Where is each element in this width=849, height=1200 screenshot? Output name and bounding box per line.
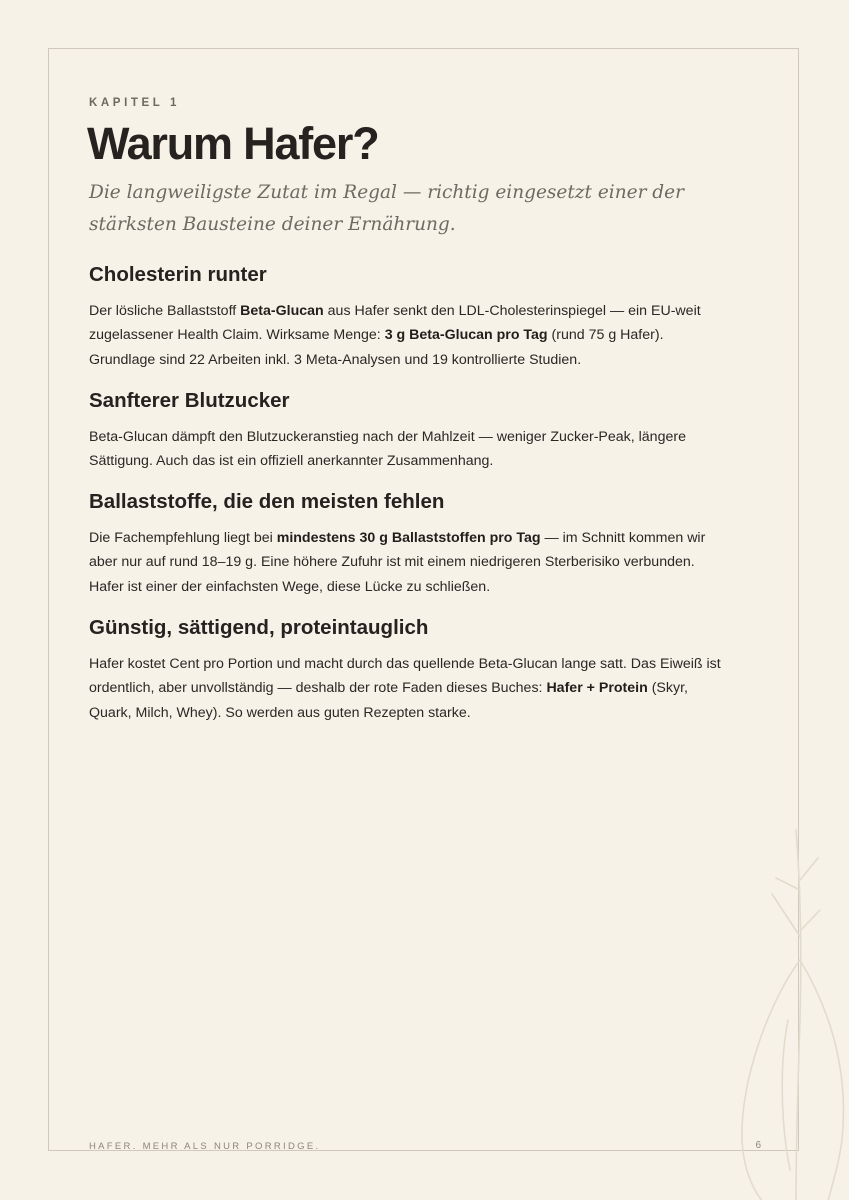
paragraph-run-bold: Beta-Glucan [240, 303, 324, 319]
paragraph-run-bold: 3 g Beta-Glucan pro Tag [384, 327, 548, 344]
paragraph-run: Die Fachempfehlung liegt bei [89, 530, 277, 546]
paragraph-run-bold: mindestens 30 g Ballaststoffen pro Tag [276, 530, 541, 546]
section-fiber [89, 488, 729, 599]
section-affordable [89, 614, 729, 725]
section-paragraph [89, 299, 729, 372]
chapter-label: KAPITEL 1 [89, 97, 180, 109]
section-heading: Cholesterin runter [89, 263, 267, 286]
paragraph-run: (Skyr, Quark, Milch, Whey). So werden aus guten Rezepten starke. [89, 680, 688, 721]
section-heading: Sanfterer Blutzucker [89, 389, 290, 412]
oat-stalk-illustration [730, 820, 849, 1200]
paragraph-run: Der lösliche Ballaststoff [89, 303, 241, 319]
paragraph-run-bold: Hafer + Protein [546, 680, 648, 697]
chapter-lede: Die langweiligste Zutat im Regal — richtig eingesetzt einer der stärksten Bausteine deiner Ernährung. [89, 182, 684, 235]
page-number: 6 [755, 1140, 761, 1151]
running-footer-title: HAFER. MEHR ALS NUR PORRIDGE. [89, 1141, 321, 1152]
paragraph-run: Hafer kostet Cent pro Portion und macht durch das quellende Beta-Glucan lange satt. Das Eiweiß ist ordentlich, aber unvollständig — deshalb der rote Faden dieses Buches: [89, 656, 721, 697]
section-heading: Günstig, sättigend, proteintauglich [89, 616, 429, 639]
section-heading: Ballaststoffe, die den meisten fehlen [89, 490, 445, 513]
paragraph-run: Beta-Glucan dämpft den Blutzuckeranstieg nach der Mahlzeit — weniger Zucker-Peak, längere Sättigung. Auch das ist ein offiziell anerkannter Zusammenhang. [89, 429, 686, 470]
paragraph-run: aus Hafer senkt den LDL-Cholesterinspiegel — ein EU-weit zugelassener Health Claim. Wirksame Menge: [89, 303, 701, 344]
paragraph-run: — im Schnitt kommen wir aber nur auf rund 18–19 g. Eine höhere Zufuhr ist mit einem niedrigeren Sterberisiko verbunden. Hafer ist einer der einfachsten Wege, diese Lücke zu schließen. [89, 530, 706, 595]
paragraph-run: (rund 75 g Hafer). Grundlage sind 22 Arbeiten inkl. 3 Meta-Analysen und 19 kontrollierte Studien. [89, 327, 664, 368]
section-paragraph [89, 652, 729, 725]
section-paragraph [89, 526, 729, 599]
section-paragraph [89, 425, 729, 474]
chapter-title: Warum Hafer? [87, 118, 379, 169]
section-blood-sugar [89, 387, 729, 474]
section-cholesterol [89, 261, 729, 372]
